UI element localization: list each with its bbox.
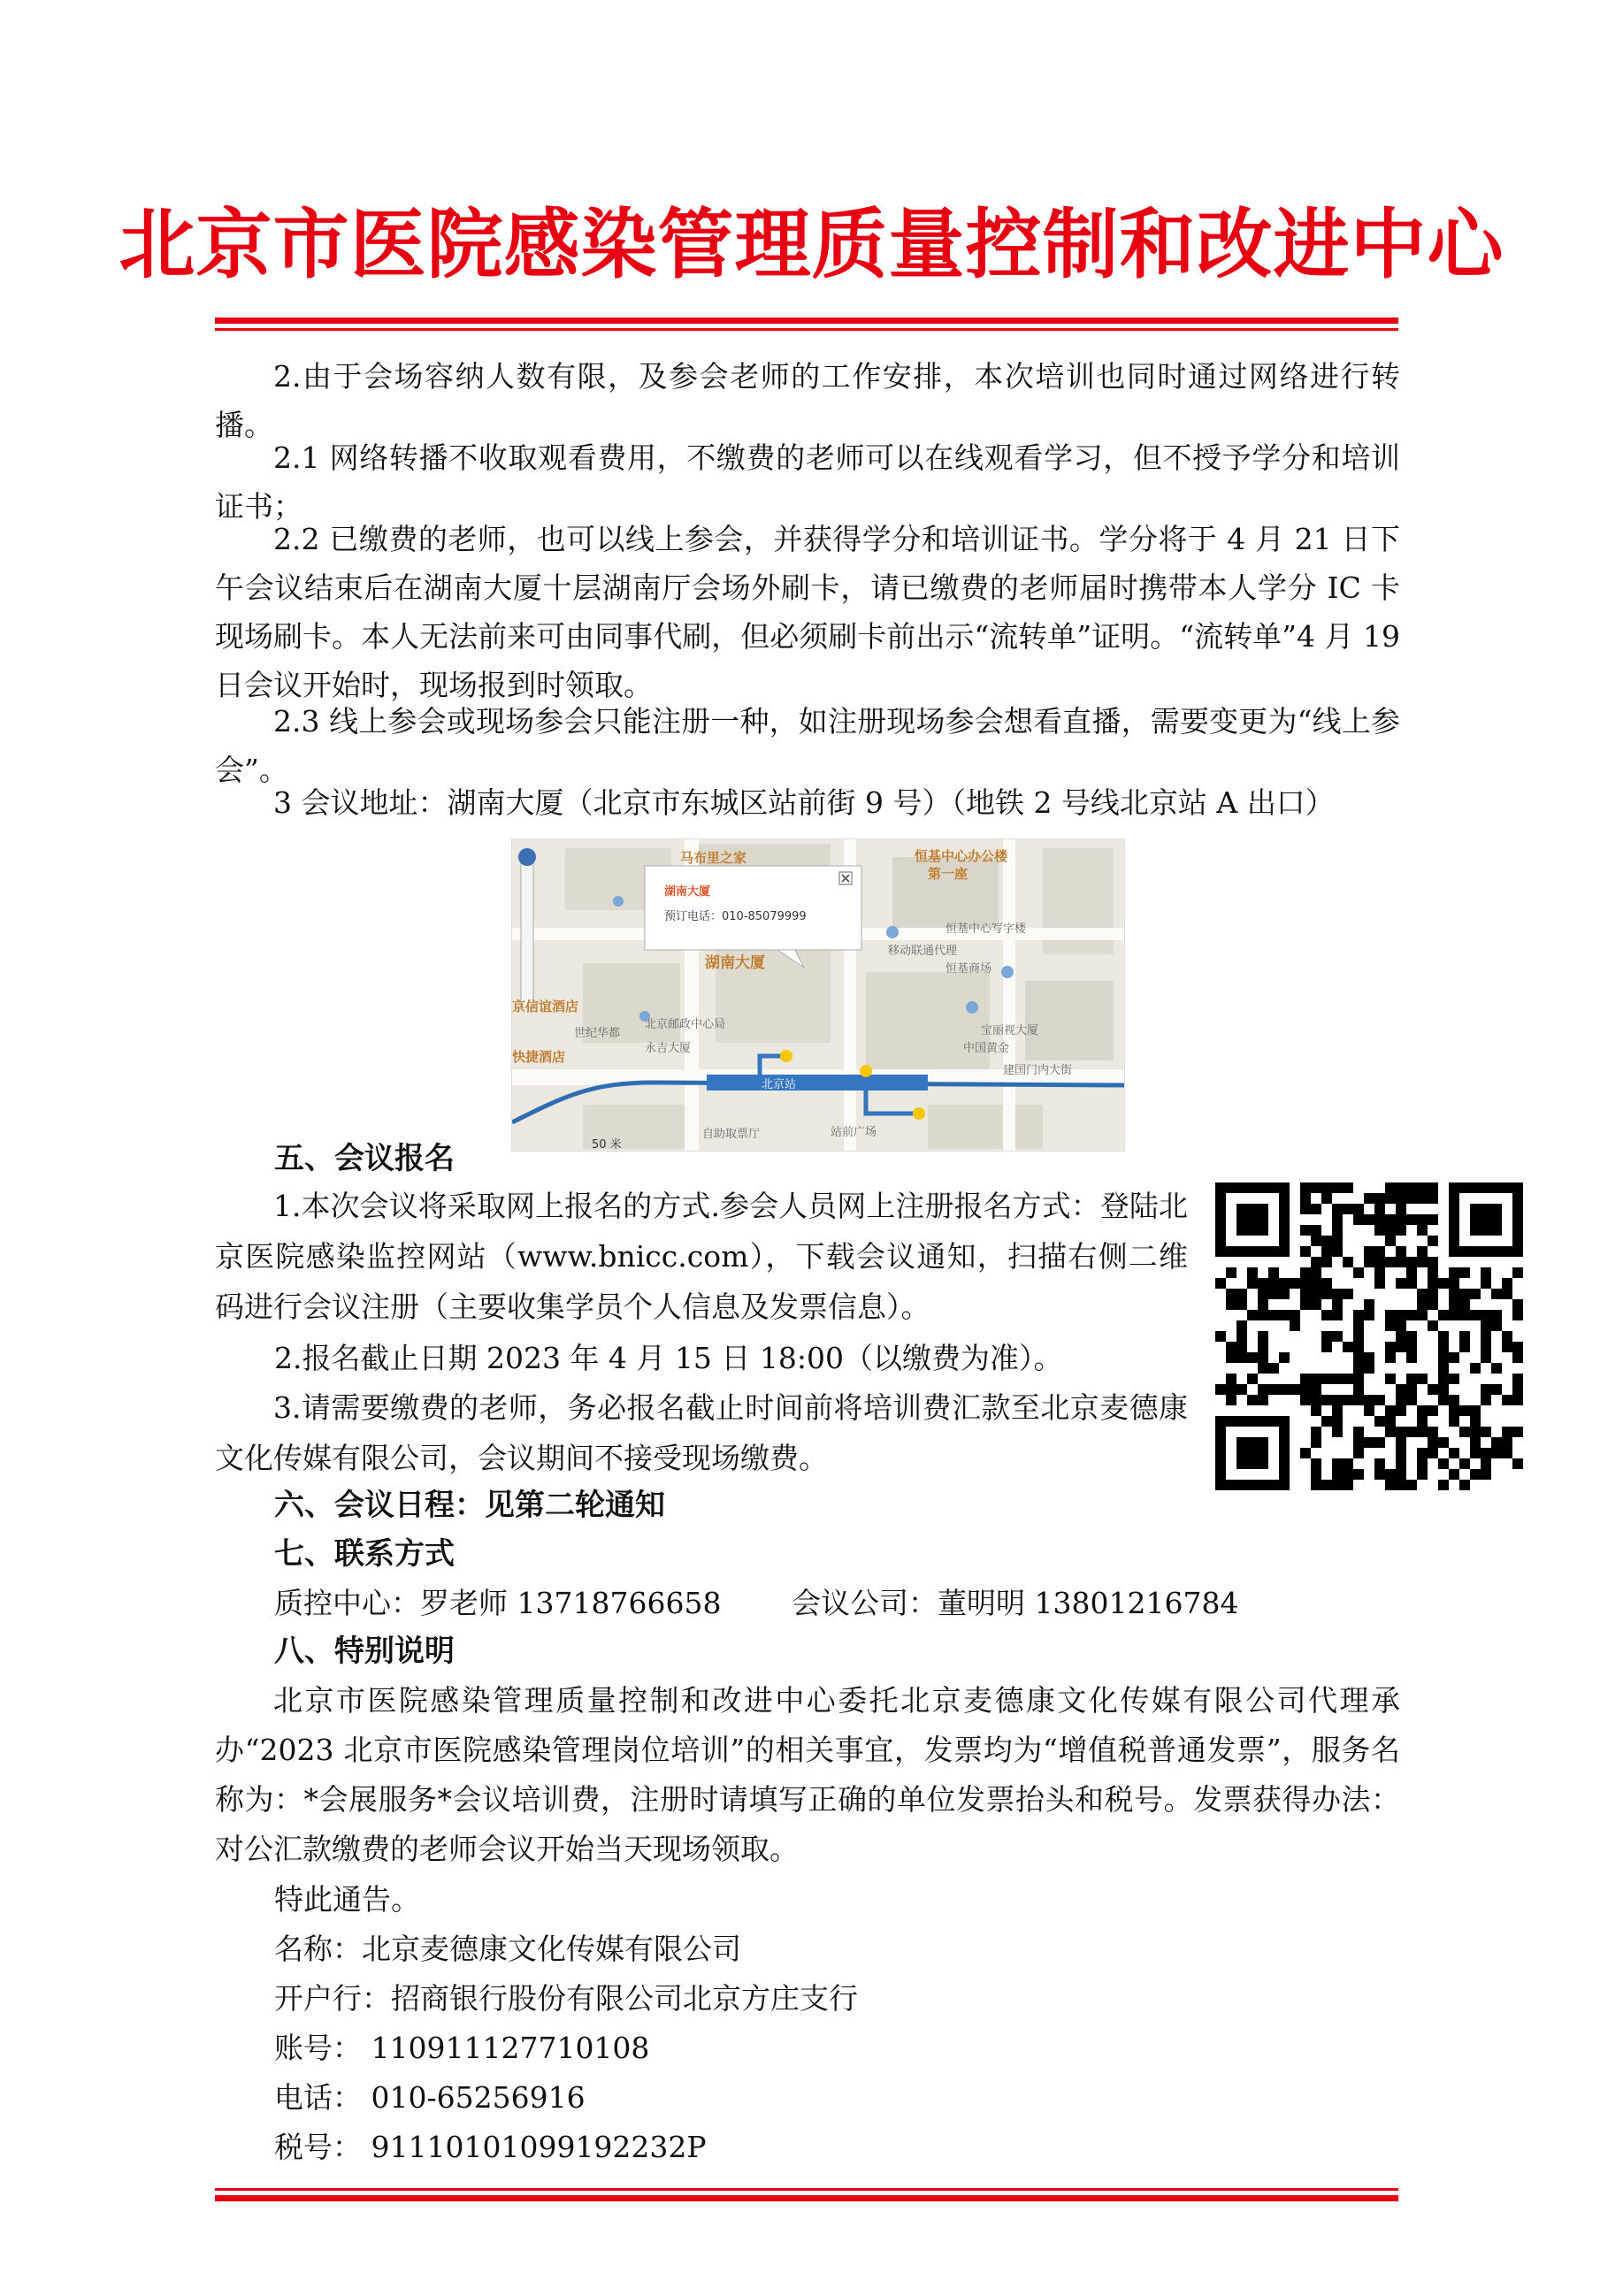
map-label-zhanqian: 站前广场	[831, 1126, 877, 1139]
section-6-heading: 六、会议日程：见第二轮通知	[274, 1488, 665, 1523]
map-label-station: 北京站	[762, 1078, 797, 1091]
map-label-yongji: 永吉大厦	[645, 1042, 692, 1055]
map-popup-title: 湖南大厦	[664, 885, 711, 899]
special-notice-text: 北京市医院感染管理质量控制和改进中心委托北京麦德康文化传媒有限公司代理承办“2023 北京市医院感染管理岗位培训”的相关事宜，发票均为“增值税普通发票”，服务名称为：*会展服务*会议培训费，注册时请填写正确的单位发票抬头和税号。发票获得办法：对公汇款缴费的老师会议开始当天现场领取。	[215, 1683, 1400, 1866]
header-rule-thin	[215, 328, 1398, 331]
registration-item-2: 2.报名截止日期 2023 年 4 月 15 日 18:00（以缴费为准）。	[274, 1341, 1063, 1375]
contact-meeting-company: 会议公司：董明明 13801216784	[792, 1586, 1239, 1620]
map-label-mobile: 移动联通代理	[888, 945, 958, 958]
map-label-shijing: 世纪华都	[574, 1027, 621, 1040]
map-scale: 50 米	[592, 1138, 622, 1152]
footer-rule-thin	[215, 2188, 1398, 2191]
header-rule-thick	[215, 318, 1398, 324]
map-label-post: 北京邮政中心局	[645, 1018, 726, 1031]
map-label-mall: 恒基中心写字楼	[945, 922, 1027, 936]
map-label-hotel1: 快捷酒店	[512, 1049, 566, 1065]
payee-bank: 开户行：招商银行股份有限公司北京方庄支行	[274, 1981, 858, 2016]
registration-item-3: 3.请需要缴费的老师，务必报名截止时间前将培训费汇款至北京麦德康文化传媒有限公司，会议期间不接受现场缴费。	[215, 1390, 1188, 1475]
payee-account: 账号： 110911127710108	[274, 2031, 650, 2065]
map-label-hunan: 湖南大厦	[705, 954, 765, 972]
payee-name: 名称：北京麦德康文化传媒有限公司	[274, 1932, 741, 1966]
letterhead-title: 北京市医院感染管理质量控制和改进中心	[119, 201, 1504, 289]
map-graphic	[512, 839, 1124, 1151]
map-label-hengji-plaza: 恒基商场	[945, 962, 992, 976]
section-7-heading: 七、联系方式	[274, 1536, 455, 1572]
paragraph-2-3: 2.3 线上参会或现场参会只能注册一种，如注册现场参会想看直播，需要变更为“线上参会”。	[215, 704, 1400, 787]
section-5-heading: 五、会议报名	[274, 1141, 455, 1176]
payee-phone: 电话： 010-65256916	[274, 2080, 586, 2115]
location-map	[511, 838, 1125, 1152]
map-label-hengji: 恒基中心办公楼	[915, 848, 1008, 864]
map-label-hotel2: 京信谊酒店	[512, 999, 579, 1014]
section-8-heading: 八、特别说明	[274, 1634, 455, 1669]
registration-item-1: 1.本次会议将采取网上报名的方式.参会人员网上注册报名方式：登陆北京医院感染监控网站（www.bnicc.com），下载会议通知，扫描右侧二维码进行会议注册（主要收集学员个人信息及发票信息）。	[215, 1189, 1188, 1324]
paragraph-2-2: 2.2 已缴费的老师，也可以线上参会，并获得学分和培训证书。学分将于 4 月 21 日下午会议结束后在湖南大厦十层湖南厅会场外刷卡，请已缴费的老师届时携带本人学分 IC 卡现场刷卡。本人无法前来可由同事代刷，但必须刷卡前出示“流转单”证明。“流转单”4 月 19 日会议开始时，现场报到时领取。	[215, 522, 1400, 702]
registration-qr-code[interactable]	[1215, 1182, 1523, 1490]
paragraph-2: 2.由于会场容纳人数有限，及参会老师的工作安排，本次培训也同时通过网络进行转播。	[215, 359, 1400, 442]
map-label-zhonghua: 中国黄金	[963, 1042, 1010, 1055]
paragraph-3-address: 3 会议地址：湖南大厦（北京市东城区站前街 9 号）（地铁 2 号线北京站 A 出口）	[273, 785, 1335, 820]
contact-qc-center: 质控中心：罗老师 13718766658	[274, 1586, 722, 1620]
payee-tax-id: 税号： 91110101099192232P	[274, 2130, 707, 2164]
map-label-mabuli: 马布里之家	[680, 850, 747, 866]
notice-closing: 特此通告。	[274, 1882, 420, 1917]
map-label-jianguo: 建国门内大街	[1003, 1064, 1073, 1077]
footer-rule-thick	[215, 2195, 1398, 2201]
paragraph-2-1: 2.1 网络转播不收取观看费用，不缴费的老师可以在线观看学习，但不授予学分和培训证书；	[215, 440, 1400, 524]
map-label-hengji2: 第一座	[928, 866, 968, 882]
map-popup-phone: 预订电话：010-85079999	[664, 910, 807, 923]
map-label-ticket: 自助取票厅	[702, 1128, 761, 1141]
map-label-baoming: 宝丽视大厦	[981, 1024, 1039, 1037]
